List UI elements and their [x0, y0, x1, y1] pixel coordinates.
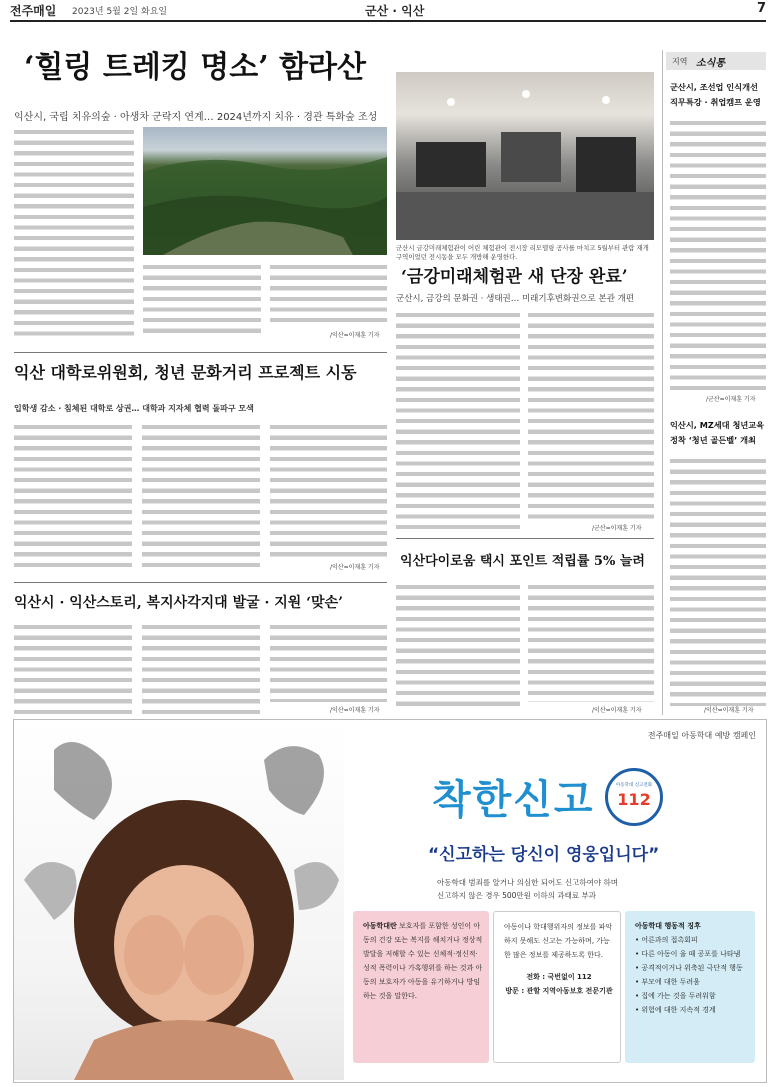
photo-story-byline: /군산=이재훈 기자: [592, 525, 642, 532]
page-header: [10, 0, 766, 22]
sidebar-item1-body: [670, 118, 766, 394]
ad-campaign-label: 전주매일 아동학대 예방 캠페인: [647, 731, 756, 740]
photo-story-subhead: 군산시, 금강의 문화권 · 생태권… 미래기후변화권으로 본관 개편: [396, 294, 635, 304]
sidebar-item1-byline: /군산=이재훈 기자: [706, 396, 756, 403]
hotline-badge-number: 112: [617, 790, 651, 809]
info-box-reporting: [493, 911, 621, 1063]
signs-list-item: • 집에 가는 것을 두려워함: [635, 992, 716, 1000]
signs-list-item: • 위험에 대한 지속적 경계: [635, 1006, 716, 1014]
signs-list-item: • 부모에 대한 두려움: [635, 978, 700, 986]
welfare-story-column-1: [14, 622, 132, 714]
welfare-story-column-3: [270, 622, 387, 702]
top-story-headline: ‘힐링 트레킹 명소’ 함라산: [24, 50, 367, 85]
sidebar-label-title: 소식통: [696, 58, 725, 69]
info-box-definition: [353, 911, 489, 1063]
taxi-story-byline: /익산=이재훈 기자: [592, 707, 642, 714]
taxi-story-column-1: [396, 582, 520, 712]
forest-aerial-photo: [143, 127, 387, 255]
ad-title: 착한신고: [432, 777, 595, 823]
info-box-reporting-text: 아동이나 학대행위자의 정보를 파악하지 못해도 신고는 가능하며, 가능한 많은 정보를 제공하도록 한다.: [504, 923, 613, 959]
hotline-badge-label: 아동학대 신고전화: [615, 783, 653, 788]
top-story-column-2: [143, 262, 261, 339]
youth-story-rule: [14, 352, 387, 353]
issue-date: 2023년 5월 2일 화요일: [72, 7, 168, 17]
youth-story-column-3: [270, 422, 387, 558]
sidebar-label: 지역: [672, 57, 688, 66]
ad-slogan: “신고하는 당신이 영웅입니다”: [428, 845, 660, 865]
info-box-definition-text: 보호자를 포함한 성인이 아동의 건강 또는 복지를 해치거나 정상적 발달을 저해할 수 있는 신체적·정신적·성적 폭력이나 가혹행위를 하는 것과 아동의 보호자가 아동을 유기하거나 방임하는 것을 말한다.: [363, 922, 483, 1000]
top-story-subhead: 익산시, 국립 치유의숲 · 아생차 군락지 연계… 2024년까지 치유 · 경관 특화숲 조성: [14, 112, 378, 123]
sidebar-item2-body: [670, 456, 766, 706]
hotline-badge: [605, 768, 663, 826]
taxi-story-rule: [396, 538, 654, 539]
exhibition-photo-caption: 군산시 금강미래체험관이 어린 체험관이 전시장 리모델링 공사를 마치고 5월부터 관람 재개 구역이었던 전시동을 모두 개방해 운영한다.: [396, 244, 649, 261]
top-story-byline: /익산=이재훈 기자: [330, 332, 380, 339]
ad-description-2: 신고하지 않은 경우 500만원 이하의 과태료 부과: [437, 891, 597, 900]
youth-story-headline: 익산 대학로위원회, 청년 문화거리 프로젝트 시동: [14, 363, 357, 382]
welfare-story-headline: 익산시 · 익산스토리, 복지사각지대 발굴 · 지원 ‘맞손’: [14, 595, 343, 611]
youth-story-column-1: [14, 422, 132, 572]
youth-story-byline: /익산=이재훈 기자: [330, 564, 380, 571]
info-box-signs: [625, 911, 755, 1063]
welfare-story-column-2: [142, 622, 260, 714]
info-box-reporting-visit: 방문 : 관할 지역아동보호 전문기관: [505, 987, 613, 995]
welfare-story-byline: /익산=이재훈 기자: [330, 707, 380, 714]
signs-list-item: • 어른과의 접촉회피: [635, 936, 698, 944]
welfare-story-rule: [14, 582, 387, 583]
sidebar-item2-title: 익산시, MZ세대 청년교육 정착 ‘청년 골든벨’ 개최: [670, 420, 765, 445]
child-abuse-campaign-ad: [13, 719, 767, 1083]
photo-story-column-2: [528, 310, 654, 520]
top-story-column-1: [14, 127, 134, 339]
info-box-definition-title: 아동학대란: [363, 922, 397, 930]
distressed-child-illustration: [14, 720, 344, 1080]
photo-story-headline: ‘금강미래체험관 새 단장 완료’: [401, 267, 628, 287]
section-title: 군산 · 익산: [365, 4, 425, 18]
signs-list-item: • 다른 아동이 울 때 공포를 나타냄: [635, 950, 741, 958]
taxi-story-headline: 익산다이로움 택시 포인트 적립률 5% 늘려: [400, 554, 645, 569]
sidebar-item1-title: 군산시, 조선업 인식개선 직무특강 · 취업캠프 운영: [670, 82, 761, 107]
signs-list-item: • 공격적이거나 위축된 극단적 행동: [635, 964, 743, 972]
sidebar-item2-byline: /익산=이재훈 기자: [704, 707, 754, 714]
ad-description-1: 아동학대 범죄를 알거나 의심한 되어도 신고하여야 하며: [437, 878, 618, 887]
youth-story-column-2: [142, 422, 260, 572]
info-box-reporting-phone: 전화 : 국번없이 112: [526, 973, 592, 981]
top-story-column-3: [270, 262, 387, 328]
exhibition-hall-photo: [396, 72, 654, 240]
sidebar-divider: [662, 50, 663, 715]
sidebar-label-box: [666, 52, 766, 70]
newspaper-brand: 전주매일: [10, 4, 57, 18]
taxi-story-column-2: [528, 582, 654, 702]
photo-story-column-1: [396, 310, 520, 532]
info-box-signs-title: 아동학대 행동적 징후: [635, 922, 701, 930]
page-number: 7: [756, 1, 766, 16]
youth-story-subhead: 입학생 감소 · 침체된 대학로 상권… 대학과 지자체 협력 돌파구 모색: [14, 404, 254, 413]
